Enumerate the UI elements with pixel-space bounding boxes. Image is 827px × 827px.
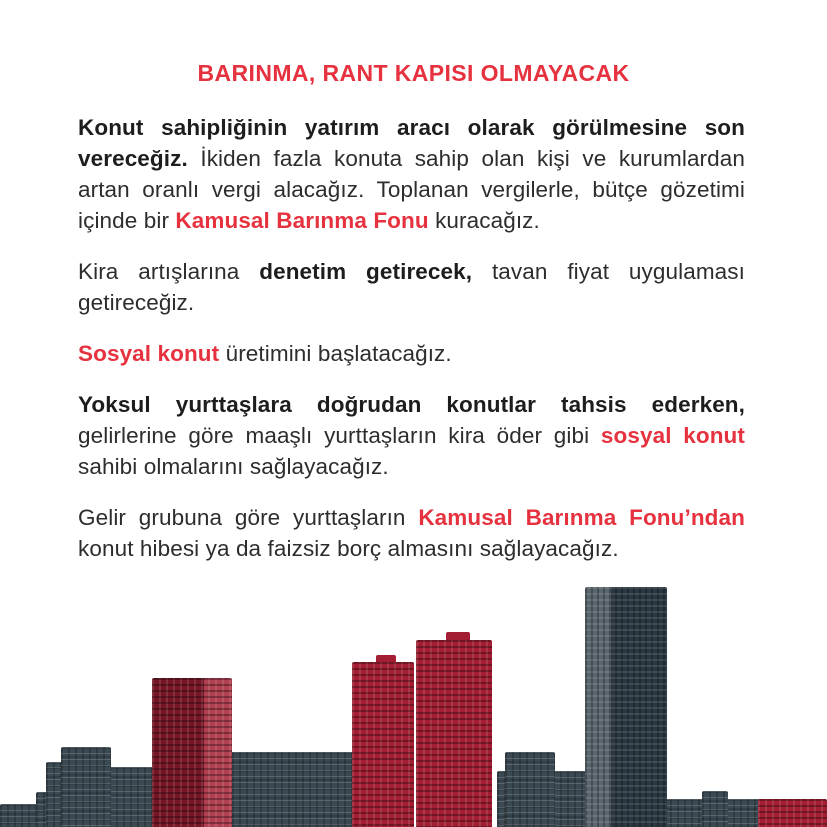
building-wide-slate [225,752,375,827]
body-text: Kira artışlarına [78,259,260,284]
building-red-tower-east-roof-tab [446,632,470,640]
building-right-gray [663,799,763,827]
body-text: üretimini başlatacağız. [219,341,452,366]
building-left-step [36,792,50,827]
accent-text: Kamusal Barınma Fonu [175,208,429,233]
building-red-tower-mid-roof-tab [376,655,396,662]
building-left-cap [61,747,111,827]
bold-text: denetim getirecek, [259,259,473,284]
building-red-tower-east [416,640,492,827]
body-text: konut hibesi ya da faizsiz borç almasını sağlayacağız. [78,536,619,561]
body-text-block [78,112,745,584]
body-text: sahibi olmalarını sağlayacağız. [78,454,389,479]
body-text: Gelir grubuna göre yurttaşların [78,505,419,530]
bold-text: Yoksul yurttaşlara doğrudan konutlar tahsis ederken, [78,392,745,417]
bold-text: Konut sahipliğinin yatırım aracı olarak görülmesine son vereceğiz. [78,115,745,171]
accent-text: sosyal konut [600,423,745,448]
body-text: gelirlerine göre maaşlı yurttaşların kira öder gibi [78,423,601,448]
paragraph-2 [78,256,745,318]
accent-text: Sosyal konut [78,341,220,366]
accent-text: Kamusal Barınma Fonu’ndan [418,505,745,530]
building-red-tower-mid [352,662,414,827]
building-left-base [0,804,42,827]
building-right-gray-bump [702,791,728,827]
building-red-low-right [758,799,827,827]
paragraph-1 [78,112,745,236]
building-dark-tower [585,587,667,827]
body-text: tavan fiyat uygulaması getireceğiz. [78,259,745,315]
paragraph-5 [78,502,745,564]
building-left-step-2 [46,762,64,827]
body-text: kuracağız. [428,208,540,233]
paragraph-3 [78,338,745,369]
building-mid-gray-cap [505,752,555,827]
building-left-mass [46,767,196,827]
paragraph-4 [78,389,745,482]
building-red-tower-west [152,678,232,827]
poster-title: BARINMA, RANT KAPISI OLMAYACAK [197,60,630,86]
body-text: İkiden fazla konuta sahip olan kişi ve kurumlardan artan oranlı vergi alacağız. Toplanan vergilerle, bütçe gözetimi içinde bir [78,146,745,233]
building-mid-gray [497,771,615,827]
